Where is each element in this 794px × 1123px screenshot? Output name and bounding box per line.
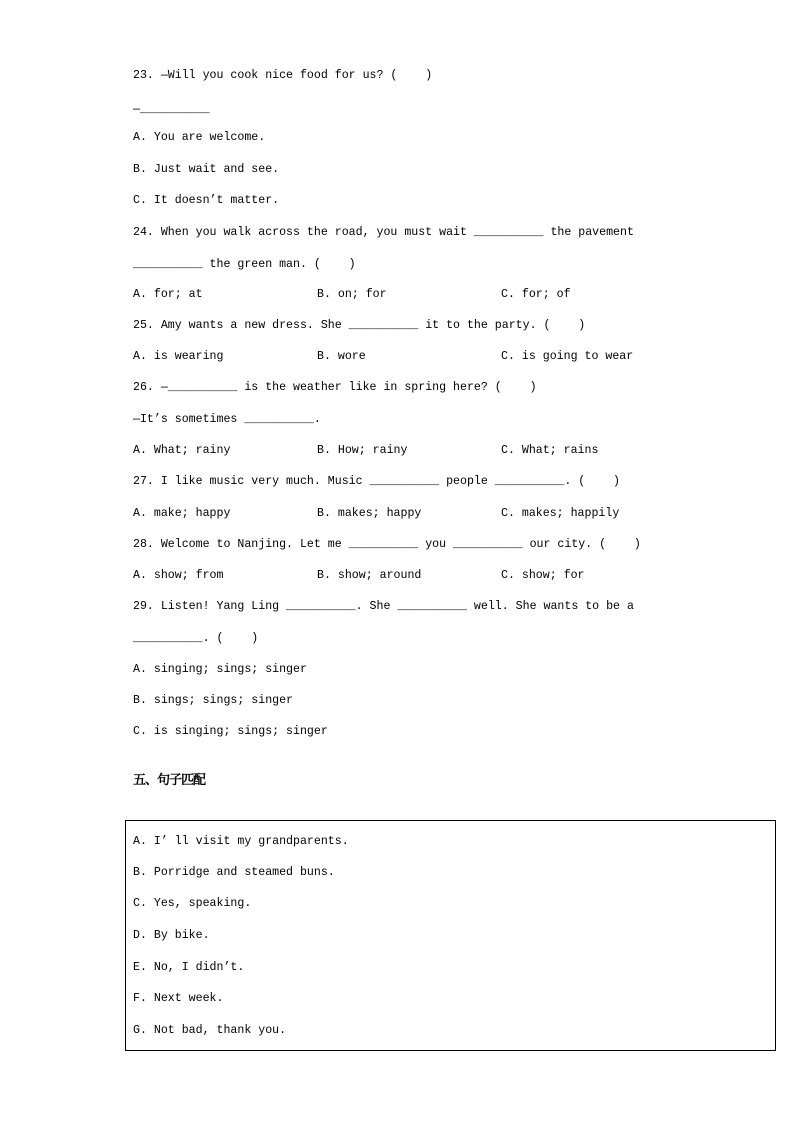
- question-text: 25. Amy wants a new dress. She __________ it to the party. ( ): [133, 319, 586, 332]
- choice-f: F. Next week.: [133, 992, 224, 1005]
- option-c: C. is singing; sings; singer: [133, 725, 328, 738]
- option-a: A. What; rainy: [133, 444, 231, 457]
- option-c: C. makes; happily: [501, 507, 620, 520]
- option-a: A. make; happy: [133, 507, 231, 520]
- choice-e: E. No, I didn’t.: [133, 961, 245, 974]
- question-text: 27. I like music very much. Music __________ people __________. ( ): [133, 475, 621, 488]
- option-b: B. How; rainy: [317, 444, 408, 457]
- question-text-cont: __________ the green man. ( ): [133, 258, 356, 271]
- question-text: 29. Listen! Yang Ling __________. She __________ well. She wants to be a: [133, 600, 634, 613]
- question-text-cont: __________. ( ): [133, 632, 259, 645]
- option-a: A. You are welcome.: [133, 131, 266, 144]
- option-b: B. sings; sings; singer: [133, 694, 294, 707]
- option-a: A. is wearing: [133, 350, 224, 363]
- question-text: 28. Welcome to Nanjing. Let me __________ you __________ our city. ( ): [133, 538, 641, 551]
- option-a: A. show; from: [133, 569, 224, 582]
- option-b: B. show; around: [317, 569, 422, 582]
- question-text: 26. —__________ is the weather like in spring here? ( ): [133, 381, 537, 394]
- option-c: C. It doesn’t matter.: [133, 194, 280, 207]
- answer-blank: —__________: [133, 103, 210, 116]
- choice-c: C. Yes, speaking.: [133, 897, 252, 910]
- option-a: A. for; at: [133, 288, 203, 301]
- option-c: C. What; rains: [501, 444, 599, 457]
- option-c: C. for; of: [501, 288, 571, 301]
- choice-g: G. Not bad, thank you.: [133, 1024, 287, 1037]
- question-text: 24. When you walk across the road, you must wait __________ the pavement: [133, 226, 634, 239]
- question-text: 23. —Will you cook nice food for us? ( ): [133, 69, 433, 82]
- option-c: C. is going to wear: [501, 350, 634, 363]
- option-a: A. singing; sings; singer: [133, 663, 307, 676]
- option-c: C. show; for: [501, 569, 585, 582]
- choice-d: D. By bike.: [133, 929, 210, 942]
- choice-b: B. Porridge and steamed buns.: [133, 866, 335, 879]
- choices-box: [125, 820, 776, 1051]
- option-b: B. wore: [317, 350, 366, 363]
- question-text-cont: —It’s sometimes __________.: [133, 413, 321, 426]
- option-b: B. Just wait and see.: [133, 163, 280, 176]
- section-title: 五、句子匹配: [133, 773, 206, 788]
- choice-a: A. I’ ll visit my grandparents.: [133, 835, 349, 848]
- option-b: B. makes; happy: [317, 507, 422, 520]
- option-b: B. on; for: [317, 288, 387, 301]
